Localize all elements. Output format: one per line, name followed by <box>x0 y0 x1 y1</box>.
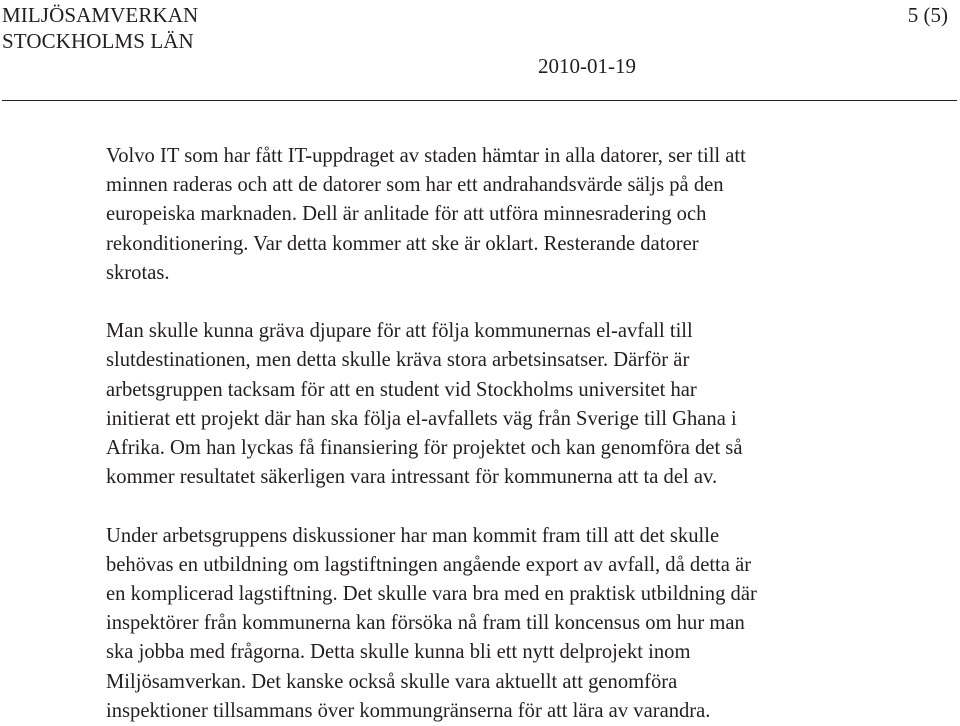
paragraph-computer-recycling <box>106 142 846 288</box>
document-date: 2010-01-19 <box>538 54 636 78</box>
text-line: inspektörer från kommunerna kan försöka nå fram till koncensus om hur man <box>106 612 745 635</box>
paragraph-training-proposal <box>106 522 846 726</box>
text-line: Miljösamverkan. Det kanske också skulle vara aktuellt att genomföra <box>106 670 678 693</box>
text-line: Volvo IT som har fått IT-uppdraget av staden hämtar in alla datorer, ser till att <box>106 145 746 167</box>
letterhead <box>2 2 198 54</box>
text-line: europeiska marknaden. Dell är anlitade för att utföra minnesradering och <box>106 203 707 226</box>
text-line: initierat ett projekt där han ska följa el-avfallets väg från Sverige till Ghana i <box>106 407 737 430</box>
text-line: kommer resultatet säkerligen vara intressant för kommunerna att ta del av. <box>106 466 718 489</box>
text-line: behövas en utbildning om lagstiftningen angående export av avfall, då detta är <box>106 553 752 576</box>
text-line: arbetsgruppen tacksam för att en student vid Stockholms universitet har <box>106 378 697 401</box>
text-line: en komplicerad lagstiftning. Det skulle vara bra med en praktisk utbildning där <box>106 583 757 606</box>
text-line: Under arbetsgruppens diskussioner har man kommit fram till att det skulle <box>106 524 720 547</box>
text-line: ska jobba med frågorna. Detta skulle kunna bli ett nytt delprojekt inom <box>106 641 691 664</box>
text-line: Man skulle kunna gräva djupare för att följa kommunernas el-avfall till <box>106 320 693 343</box>
text-line: slutdestinationen, men detta skulle kräva stora arbetsinsatser. Därför är <box>106 349 690 372</box>
paragraph-e-waste-tracking <box>106 317 846 492</box>
organization-region: STOCKHOLMS LÄN <box>2 29 194 53</box>
document-body <box>106 142 846 726</box>
header-divider <box>2 100 957 101</box>
text-line: skrotas. <box>106 261 170 284</box>
text-line: rekonditionering. Var detta kommer att ske är oklart. Resterande datorer <box>106 232 699 255</box>
organization-name: MILJÖSAMVERKAN <box>2 3 199 27</box>
text-line: Afrika. Om han lyckas få finansiering för projektet och kan genomföra det så <box>106 437 743 460</box>
text-line: minnen raderas och att de datorer som har ett andrahandsvärde säljs på den <box>106 174 724 197</box>
page-number: 5 (5) <box>907 3 948 27</box>
text-line: inspektioner tillsammans över kommungränserna för att lära av varandra. <box>106 699 711 722</box>
